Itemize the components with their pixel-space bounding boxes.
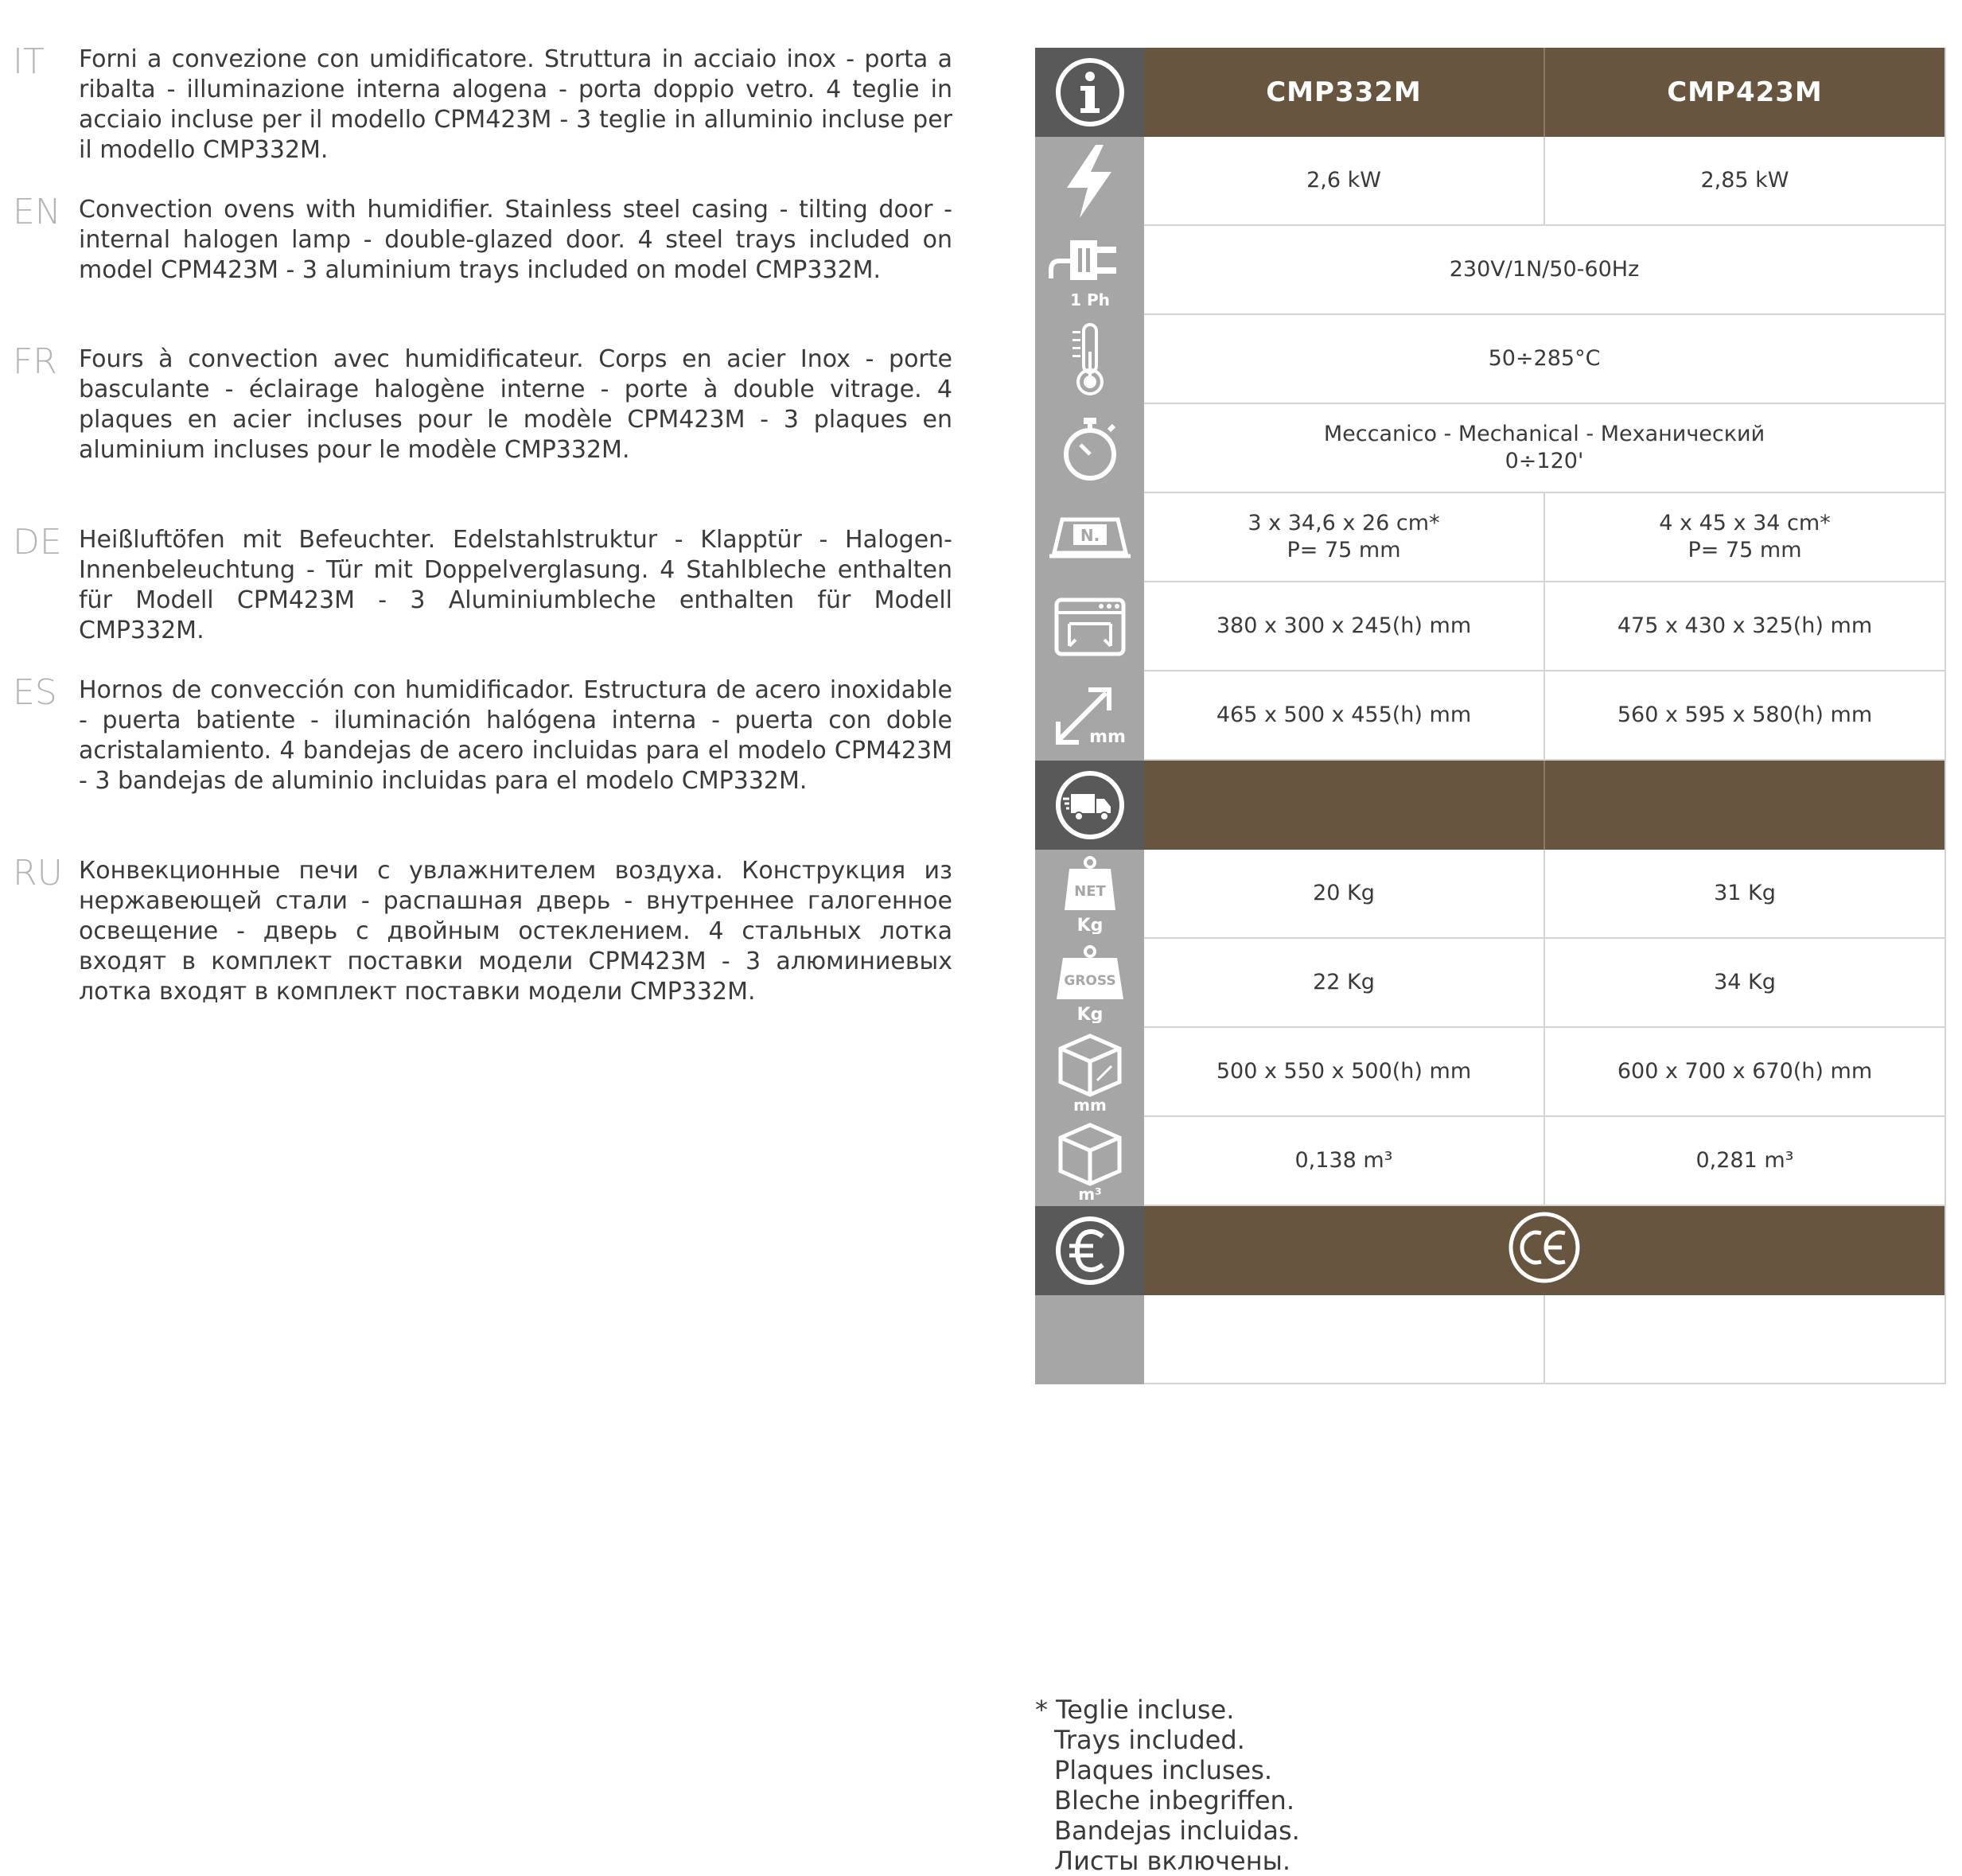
thermometer-icon — [1035, 315, 1144, 404]
language-code: EN — [13, 192, 61, 232]
value-text: 34 Kg — [1714, 970, 1776, 994]
internal-dimensions-value — [1144, 582, 1545, 671]
value-text: 560 x 595 x 580(h) mm — [1617, 703, 1873, 727]
value-text: 465 x 500 x 455(h) mm — [1216, 703, 1472, 727]
power-row — [1035, 137, 1946, 226]
power-value — [1144, 137, 1545, 226]
description-text: Heißluftöfen mit Befeuchter. Edelstahlstruktur - Klapptür - Halogen-Innenbeleuchtung - Tür mit Doppelverglasung. 4 Stahlbleche enthalten für Modell CPM423M - 3 Aluminiumbleche enthalten für Modell CMP332M. — [79, 526, 952, 644]
model-label: CMP423M — [1667, 76, 1823, 108]
header-row — [1035, 48, 1946, 137]
footnote-line: Bandejas incluidas. — [1054, 1816, 1300, 1846]
footnote-line: Trays included. — [1054, 1725, 1245, 1755]
value-text: 0,138 m³ — [1294, 1148, 1393, 1173]
gross-weight-value — [1545, 939, 1946, 1028]
plug-icon-label: 1 Ph — [1069, 290, 1110, 309]
value-text: 20 Kg — [1313, 881, 1375, 905]
value-text: 475 x 430 x 325(h) mm — [1617, 613, 1873, 638]
timer-icon — [1035, 404, 1144, 493]
value-text: 22 Kg — [1313, 970, 1375, 994]
footnote-line: * Teglie incluse. — [1035, 1695, 1235, 1725]
oven-chamber-icon — [1035, 582, 1144, 671]
timer-row — [1035, 404, 1946, 493]
footnote-line: Plaques incluses. — [1054, 1755, 1273, 1785]
timer-range: 0÷120' — [1505, 449, 1584, 473]
value-text: 2,6 kW — [1306, 168, 1381, 193]
footnote — [1035, 1695, 1433, 1876]
language-code: DE — [13, 522, 62, 562]
gross-icon-top-label: GROSS — [1063, 973, 1116, 989]
gross-icon-bottom-label: Kg — [1076, 1005, 1103, 1023]
shipping-header-row — [1035, 761, 1946, 850]
ce-mark-cell — [1144, 1206, 1946, 1295]
gross-weight-icon — [1035, 939, 1144, 1028]
package-dimensions-value — [1545, 1028, 1946, 1117]
package-dimensions-value — [1144, 1028, 1545, 1117]
value-text: 31 Kg — [1714, 881, 1776, 905]
ce-mark-icon — [1506, 1209, 1582, 1293]
net-weight-row — [1035, 850, 1946, 939]
price-header-row — [1035, 1206, 1946, 1295]
net-weight-icon — [1035, 850, 1144, 939]
language-code: ES — [13, 672, 57, 713]
value-text: 500 x 550 x 500(h) mm — [1216, 1059, 1472, 1084]
net-icon-bottom-label: Kg — [1076, 916, 1103, 934]
package-volume-icon-label: m³ — [1077, 1185, 1102, 1203]
footnote-line: Листы включены. — [1054, 1846, 1291, 1876]
tray-size: 4 x 45 x 34 cm* — [1659, 511, 1831, 535]
model-label: CMP332M — [1266, 76, 1422, 108]
model-name — [1144, 48, 1545, 137]
description-text: Forni a convezione con umidificatore. Struttura in acciaio inox - porta a ribalta - illuminazione interna alogena - porta doppio vetro. 4 teglie in acciaio incluse per il modello CPM423M - 3 teglie in alluminio incluse per il modello CMP332M. — [79, 45, 952, 164]
value-text: 230V/1N/50-60Hz — [1449, 257, 1640, 282]
price-value — [1545, 1295, 1946, 1384]
value-text: 380 x 300 x 245(h) mm — [1216, 613, 1472, 638]
supply-row — [1035, 226, 1946, 315]
description-text: Convection ovens with humidifier. Stainless steel casing - tilting door - internal halogen lamp - double-glazed door. 4 steel trays included on model CPM423M - 3 aluminium trays included on model CMP332M. — [79, 196, 952, 284]
price-icon-cell — [1035, 1295, 1144, 1384]
language-code: RU — [13, 853, 63, 893]
value-text: 600 x 700 x 670(h) mm — [1617, 1059, 1873, 1084]
package-volume-icon — [1035, 1117, 1144, 1206]
tray-pitch: P= 75 mm — [1287, 538, 1401, 562]
tray-icon — [1035, 493, 1144, 582]
description-text: Конвекционные печи с увлажнителем воздуха. Конструкция из нержавеющей стали - распашная дверь - внутреннее галогенное освещение - дверь с двойным остеклением. 4 стальных лотка входят в комплект поставки модели CPM423M - 3 алюминиевых лотка входят в комплект поставки модели CMP332M. — [79, 857, 952, 1006]
external-dimensions-row — [1035, 671, 1946, 761]
language-code: FR — [13, 341, 57, 382]
package-dimensions-icon — [1035, 1028, 1144, 1117]
trays-row — [1035, 493, 1946, 582]
value-text: 2,85 kW — [1700, 168, 1789, 193]
timer-value — [1144, 404, 1946, 493]
net-weight-value — [1144, 850, 1545, 939]
euro-icon — [1035, 1206, 1144, 1295]
trays-value — [1144, 493, 1545, 582]
footnote-line: Bleche inbegriffen. — [1054, 1785, 1294, 1816]
lightning-icon — [1035, 137, 1144, 226]
shipping-header-cell — [1144, 761, 1545, 850]
shipping-header-cell — [1545, 761, 1946, 850]
internal-dimensions-value — [1545, 582, 1946, 671]
net-weight-value — [1545, 850, 1946, 939]
description-text: Fours à convection avec humidificateur. Corps en acier Inox - porte basculante - éclairage halogène interne - porte à double vitrage. 4 plaques en acier incluses pour le modèle CPM423M - 3 plaques en aluminium incluses pour le modèle CMP332M. — [79, 345, 952, 464]
price-value — [1144, 1295, 1545, 1384]
delivery-truck-icon — [1035, 761, 1144, 850]
external-dimensions-value — [1545, 671, 1946, 761]
gross-weight-value — [1144, 939, 1545, 1028]
temperature-value — [1144, 315, 1946, 404]
package-dims-icon-label: mm — [1072, 1096, 1107, 1114]
package-volume-row — [1035, 1117, 1946, 1206]
package-volume-value — [1144, 1117, 1545, 1206]
gross-weight-row — [1035, 939, 1946, 1028]
language-code: IT — [13, 41, 45, 82]
price-row — [1035, 1295, 1946, 1384]
power-value — [1545, 137, 1946, 226]
external-dimensions-icon — [1035, 671, 1144, 761]
tray-pitch: P= 75 mm — [1688, 538, 1802, 562]
dims-icon-label: mm — [1088, 727, 1126, 747]
external-dimensions-value — [1144, 671, 1545, 761]
plug-icon — [1035, 226, 1144, 315]
description-text: Hornos de convección con humidificador. Estructura de acero inoxidable - puerta batiente - iluminación halógena interna - puerta con doble acristalamiento. 4 bandejas de acero incluidas para el modelo CPM423M - 3 bandejas de aluminio incluidas para el modelo CMP332M. — [79, 676, 952, 795]
tray-icon-label: N. — [1080, 526, 1100, 545]
internal-dimensions-row — [1035, 582, 1946, 671]
package-volume-value — [1545, 1117, 1946, 1206]
package-dimensions-row — [1035, 1028, 1946, 1117]
tray-size: 3 x 34,6 x 26 cm* — [1248, 511, 1440, 535]
trays-value — [1545, 493, 1946, 582]
timer-type: Meccanico - Mechanical - Механический — [1323, 422, 1765, 446]
value-text: 50÷285°C — [1488, 346, 1601, 371]
value-text: 0,281 m³ — [1695, 1148, 1794, 1173]
info-icon — [1035, 48, 1144, 137]
model-name — [1545, 48, 1946, 137]
supply-value — [1144, 226, 1946, 315]
temperature-row — [1035, 315, 1946, 404]
net-icon-top-label: NET — [1073, 883, 1106, 900]
